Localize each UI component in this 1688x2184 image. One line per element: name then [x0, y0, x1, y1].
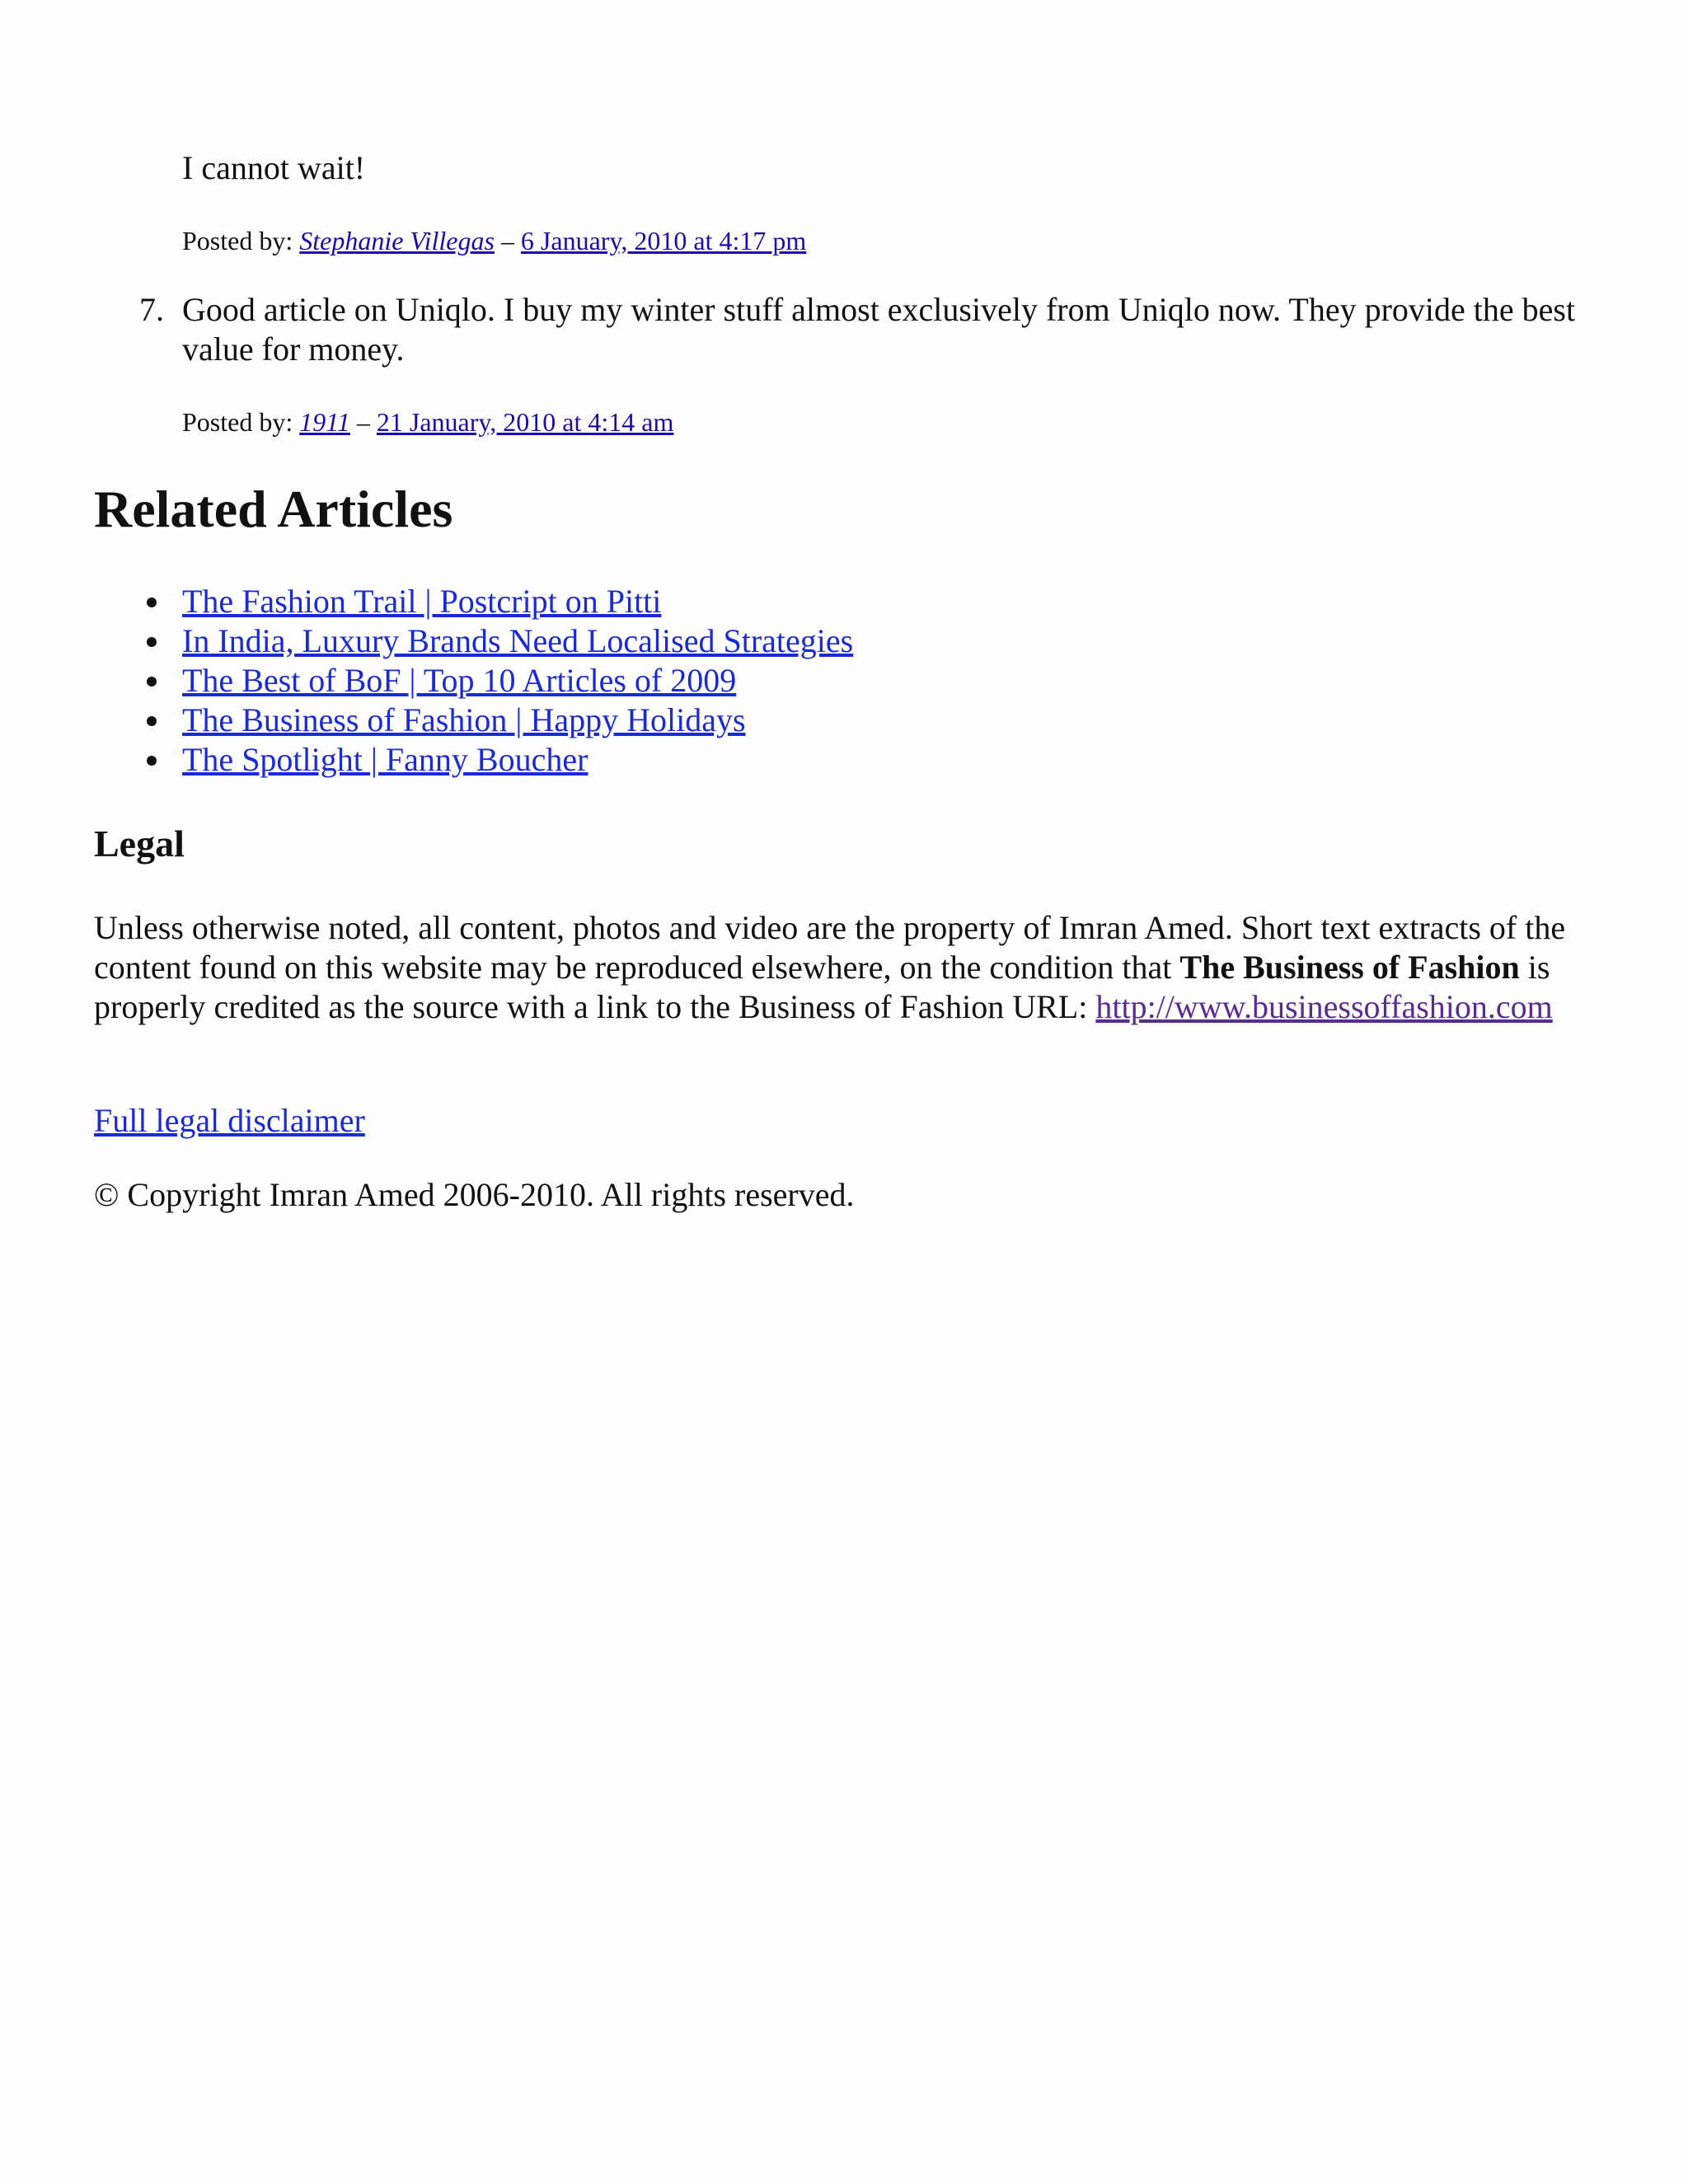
disclaimer-paragraph	[94, 1101, 365, 1141]
related-article-link[interactable]: The Business of Fashion | Happy Holidays	[182, 701, 746, 738]
legal-text-start: Unless otherwise noted, all content, photos and video are the property of Imran Amed. Short text extracts of the content found on this website may be reproduced elsewhere, on the condition that	[94, 909, 1566, 986]
comment-meta	[182, 224, 806, 257]
legal-disclaimer-link[interactable]: Full legal disclaimer	[94, 1102, 365, 1139]
list-item	[94, 701, 853, 740]
legal-heading: Legal	[94, 823, 185, 865]
comment-text: I cannot wait!	[182, 149, 366, 186]
comment-number: 7.	[139, 291, 164, 328]
comment-date-link[interactable]: 21 January, 2010 at 4:14 am	[376, 407, 674, 437]
meta-separator: –	[494, 226, 521, 255]
list-item	[94, 582, 853, 621]
legal-text-end: is properly credited as the source with a link to the Business of Fashion URL:	[94, 949, 1550, 1025]
comment-author-link[interactable]: Stephanie Villegas	[299, 226, 495, 255]
list-item	[94, 740, 853, 780]
comment-date-link[interactable]: 6 January, 2010 at 4:17 pm	[520, 226, 807, 255]
site-url-link[interactable]: http://www.businessoffashion.com	[1095, 988, 1553, 1025]
related-articles-list	[94, 582, 853, 780]
related-article-link[interactable]: The Fashion Trail | Postcript on Pitti	[182, 583, 662, 620]
comment-meta	[182, 405, 673, 438]
related-article-link[interactable]: The Spotlight | Fanny Boucher	[182, 741, 588, 778]
legal-brand-name: The Business of Fashion	[1179, 949, 1520, 986]
list-item	[94, 661, 853, 701]
related-articles-heading: Related Articles	[94, 480, 453, 538]
posted-by-label: Posted by:	[182, 226, 300, 255]
comment-author-link[interactable]: 1911	[299, 407, 350, 437]
comment-text: Good article on Uniqlo. I buy my winter stuff almost exclusively from Uniqlo now. They provide the best value for money.	[182, 291, 1576, 368]
related-article-link[interactable]: In India, Luxury Brands Need Localised Strategies	[182, 622, 854, 659]
related-article-link[interactable]: The Best of BoF | Top 10 Articles of 2009	[182, 662, 737, 699]
meta-separator: –	[349, 407, 377, 437]
legal-text	[94, 908, 1569, 1027]
copyright-notice: © Copyright Imran Amed 2006-2010. All rights reserved.	[94, 1176, 855, 1213]
list-item	[94, 621, 853, 661]
posted-by-label: Posted by:	[182, 407, 300, 437]
